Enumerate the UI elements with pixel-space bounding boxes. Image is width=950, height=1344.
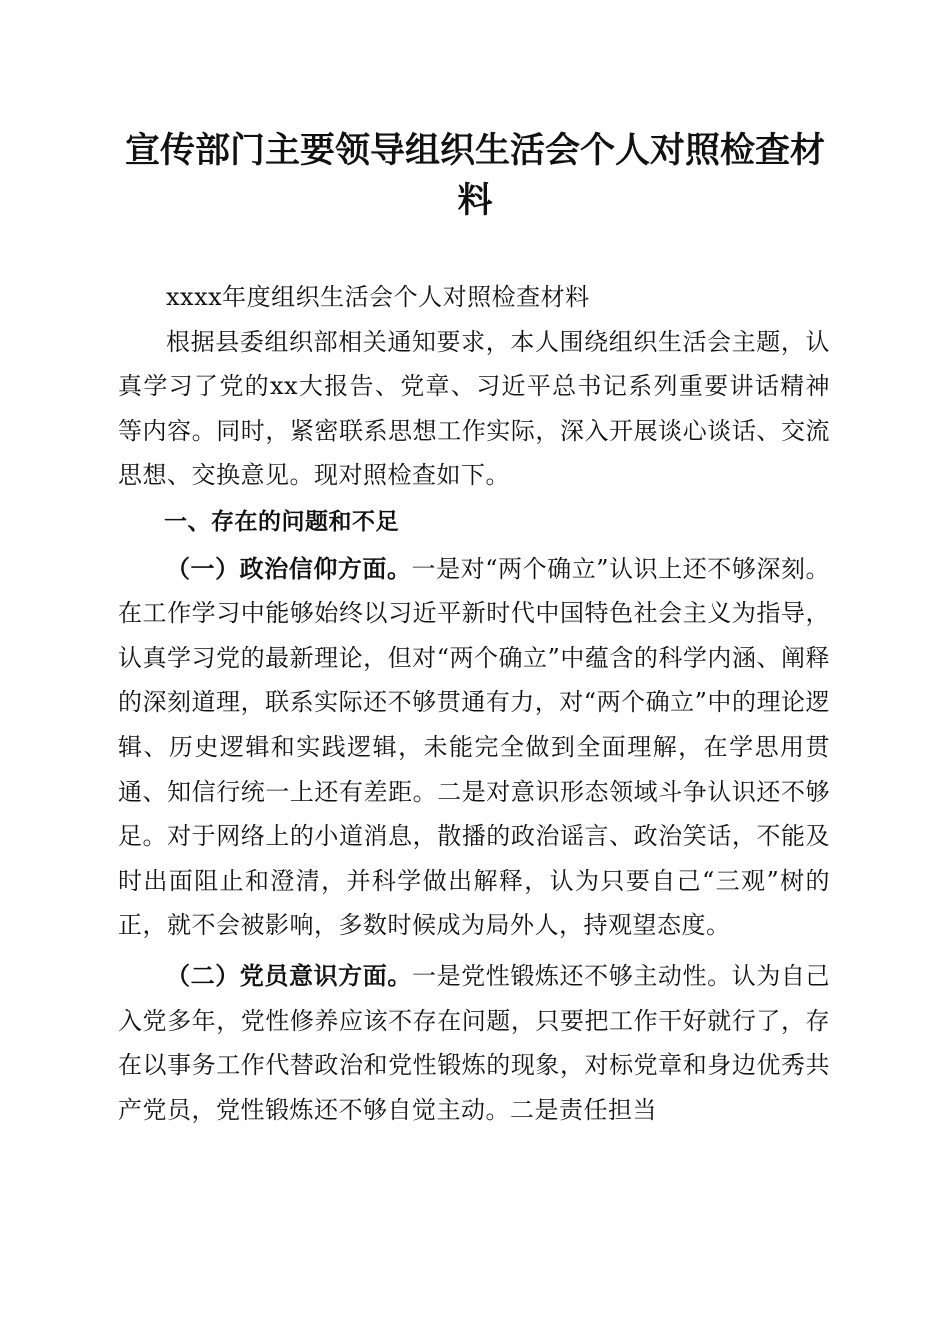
paragraph-text: 一是对“两个确立”认识上还不够深刻。在工作学习中能够始终以习近平新时代中国特色社会主义为指导，认真学习党的最新理论，但对“两个确立”中蕴含的科学内涵、阐释的深刻道理，联系实际还不够贯通有力，对“两个确立”中的理论逻辑、历史逻辑和实践逻辑，未能完全做到全面理解，在学思用贯通、知信行统一上还有差距。二是对意识形态领域斗争认识还不够足。对于网络上的小道消息，散播的政治谣言、政治笑话，不能及时出面阻止和澄清，并科学做出解释，认为只要自己“三观”树的正，就不会被影响，多数时候成为局外人，持观望态度。	[118, 554, 830, 940]
document-subtitle: xxxx年度组织生活会个人对照检查材料	[166, 283, 590, 311]
paragraph-label: （二）党员意识方面。	[166, 960, 412, 990]
section-heading: 一、存在的问题和不足	[164, 508, 399, 535]
paragraph-party-awareness	[118, 954, 830, 1132]
document-body	[118, 275, 830, 1132]
paragraph-political-belief	[118, 547, 830, 948]
paragraph-text: 一是党性锻炼还不够主动性。认为自己入党多年，党性修养应该不存在问题，只要把工作干好就行了，存在以事务工作代替政治和党性锻炼的现象，对标党章和身边优秀共产党员，党性锻炼还不够自觉主动。二是责任担当	[118, 961, 831, 1124]
intro-paragraph: 根据县委组织部相关通知要求，本人围绕组织生活会主题，认真学习了党的xx大报告、党章、习近平总书记系列重要讲话精神等内容。同时，紧密联系思想工作实际，深入开展谈心谈话、交流思想、交换意见。现对照检查如下。	[118, 327, 830, 490]
document-title: 宣传部门主要领导组织生活会个人对照检查材料	[124, 130, 825, 221]
paragraph-label: （一）政治信仰方面。	[166, 553, 412, 583]
